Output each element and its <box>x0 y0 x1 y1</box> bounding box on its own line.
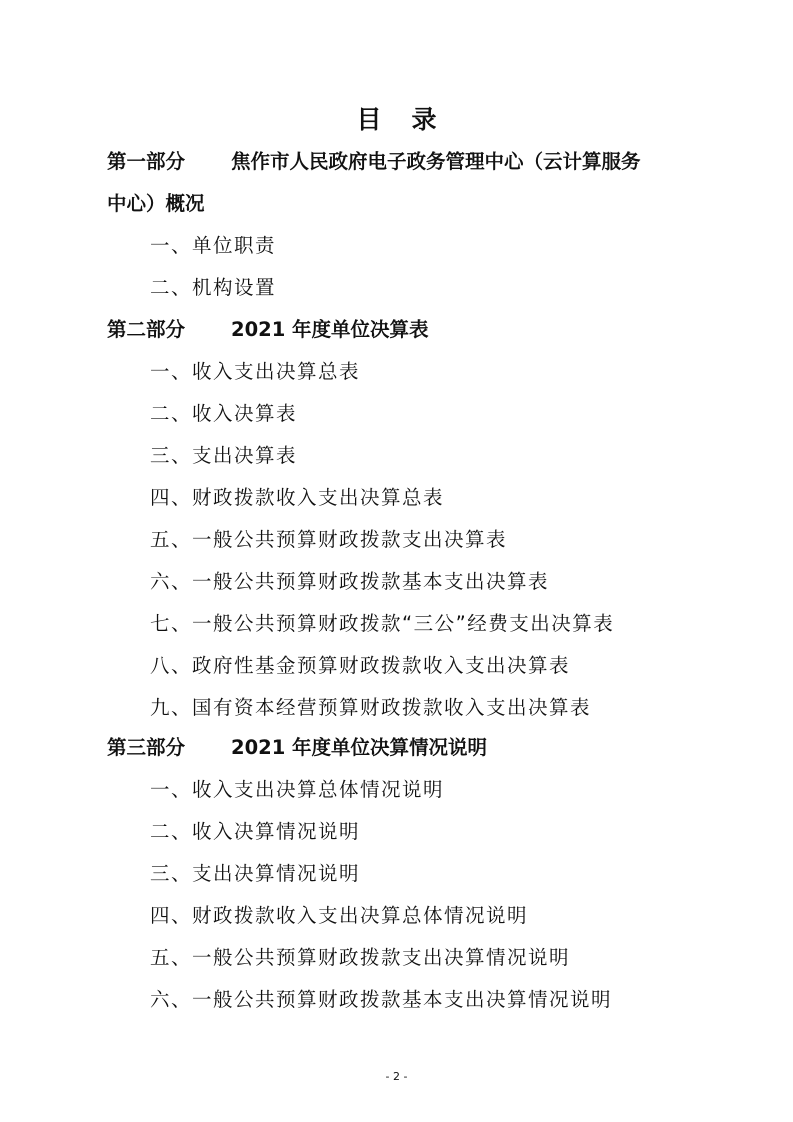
toc-item: 六、一般公共预算财政拨款基本支出决算表 <box>150 570 550 593</box>
toc-item: 四、财政拨款收入支出决算总体情况说明 <box>150 904 529 927</box>
page-title: 目录 <box>356 105 467 134</box>
toc-item: 五、一般公共预算财政拨款支出决算表 <box>150 528 508 551</box>
part-1-title-continued: 中心）概况 <box>107 192 205 215</box>
toc-item: 二、收入决算表 <box>150 402 298 425</box>
toc-item: 九、国有资本经营预算财政拨款收入支出决算表 <box>150 696 592 719</box>
part-2-label: 第二部分 <box>107 318 186 341</box>
toc-item: 一、收入支出决算总体情况说明 <box>150 778 445 801</box>
toc-item: 七、一般公共预算财政拨款“三公”经费支出决算表 <box>150 612 615 635</box>
toc-item: 六、一般公共预算财政拨款基本支出决算情况说明 <box>150 988 613 1011</box>
part-3-label: 第三部分 <box>107 736 186 759</box>
toc-item: 四、财政拨款收入支出决算总表 <box>150 486 445 509</box>
toc-item: 三、支出决算情况说明 <box>150 862 361 885</box>
toc-item: 二、机构设置 <box>150 276 277 299</box>
part-2-heading <box>107 316 429 344</box>
toc-item: 二、收入决算情况说明 <box>150 820 361 843</box>
part-3-heading <box>107 734 487 762</box>
toc-item: 八、政府性基金预算财政拨款收入支出决算表 <box>150 654 571 677</box>
toc-item: 一、收入支出决算总表 <box>150 360 361 383</box>
part-2-title: 2021 年度单位决算表 <box>231 318 429 341</box>
part-1-heading <box>107 148 641 176</box>
toc-item: 一、单位职责 <box>150 234 277 257</box>
page-number: - 2 - <box>385 1070 408 1083</box>
toc-item: 五、一般公共预算财政拨款支出决算情况说明 <box>150 946 571 969</box>
part-1-title: 焦作市人民政府电子政务管理中心（云计算服务 <box>231 150 641 173</box>
part-1-label: 第一部分 <box>107 150 186 173</box>
part-3-title: 2021 年度单位决算情况说明 <box>231 736 488 759</box>
toc-item: 三、支出决算表 <box>150 444 298 467</box>
